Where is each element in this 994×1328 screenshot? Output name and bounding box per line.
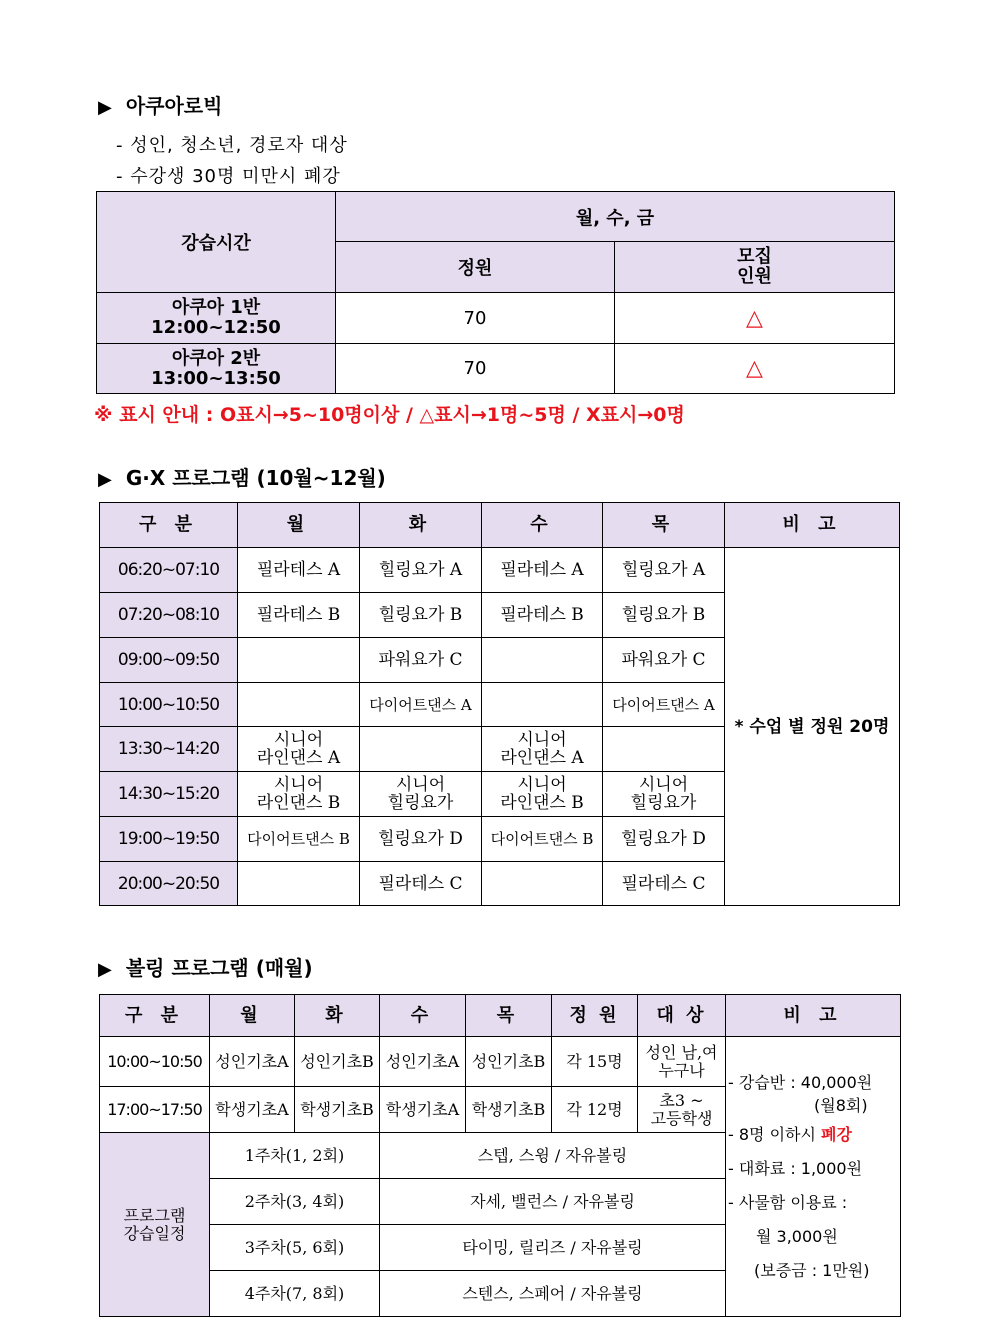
gx-time-cell: 07:20~08:10 <box>100 593 238 638</box>
triangle-right-icon: ▶ <box>98 959 112 980</box>
bowling-content-cell: 스텐스, 스페어 / 자유볼링 <box>380 1271 726 1317</box>
gx-class-cell <box>482 683 603 727</box>
bowling-content-cell: 타이밍, 릴리즈 / 자유볼링 <box>380 1225 726 1271</box>
gx-class-cell: 파워요가 C <box>603 638 725 683</box>
bowling-class-cell: 성인기초B <box>466 1037 552 1087</box>
bowling-time-cell: 10:00~10:50 <box>100 1037 210 1087</box>
aqua-table <box>96 191 895 394</box>
gx-class-cell: 힐링요가 A <box>360 548 482 593</box>
gx-class-cell: 필라테스 A <box>238 548 360 593</box>
bowling-capacity-cell: 각 15명 <box>552 1037 638 1087</box>
table-row <box>97 293 895 344</box>
gx-class-cell <box>360 727 482 772</box>
bowling-note-fee-sub: (월8회) <box>814 1095 868 1115</box>
bowling-class-cell: 성인기초A <box>210 1037 295 1087</box>
bowling-class-cell: 학생기초A <box>210 1087 295 1133</box>
gx-class-cell <box>482 638 603 683</box>
gx-header-thu: 목 <box>603 503 725 548</box>
aqua-class-cell: 아쿠아 1반 12:00~12:50 <box>97 293 336 344</box>
bowling-header-target: 대 상 <box>638 995 726 1037</box>
gx-class-cell: 힐링요가 B <box>360 593 482 638</box>
bowling-schedule-label: 프로그램 강습일정 <box>100 1133 210 1317</box>
gx-time-cell: 13:30~14:20 <box>100 727 238 772</box>
gx-class-cell: 다이어트댄스 B <box>482 817 603 862</box>
gx-class-cell: 필라테스 B <box>482 593 603 638</box>
gx-time-cell: 20:00~20:50 <box>100 862 238 906</box>
bowling-class-cell: 학생기초A <box>380 1087 466 1133</box>
gx-time-cell: 14:30~15:20 <box>100 772 238 817</box>
gx-class-cell: 힐링요가 B <box>603 593 725 638</box>
gx-header-wed: 수 <box>482 503 603 548</box>
table-row <box>100 1037 901 1087</box>
bowling-time-cell: 17:00~17:50 <box>100 1087 210 1133</box>
gx-time-cell: 06:20~07:10 <box>100 548 238 593</box>
table-row <box>100 548 900 593</box>
bowling-header-mon: 월 <box>210 995 295 1037</box>
gx-class-cell: 필라테스 C <box>360 862 482 906</box>
gx-class-cell: 힐링요가 D <box>360 817 482 862</box>
gx-class-cell: 시니어 라인댄스 A <box>238 727 360 772</box>
bowling-header-capacity: 정 원 <box>552 995 638 1037</box>
gx-header-tue: 화 <box>360 503 482 548</box>
gx-class-cell <box>238 683 360 727</box>
gx-table <box>99 502 900 906</box>
gx-header-note: 비 고 <box>725 503 900 548</box>
bowling-week-cell: 2주차(3, 4회) <box>210 1179 380 1225</box>
gx-class-cell: 파워요가 C <box>360 638 482 683</box>
bowling-note-close: - 8명 이하시 폐강 <box>728 1124 852 1144</box>
bowling-note-fee: - 강습반 : 40,000원 <box>728 1072 873 1092</box>
bowling-table <box>99 994 901 1317</box>
gx-time-cell: 19:00~19:50 <box>100 817 238 862</box>
gx-class-cell: 시니어 라인댄스 B <box>238 772 360 817</box>
bowling-note-cell <box>726 1037 901 1317</box>
bowling-header-category: 구 분 <box>100 995 210 1037</box>
aqua-recruit-cell: △ <box>615 344 895 394</box>
bowling-header-wed: 수 <box>380 995 466 1037</box>
bowling-week-cell: 3주차(5, 6회) <box>210 1225 380 1271</box>
bowling-header-tue: 화 <box>295 995 380 1037</box>
gx-class-cell: 다이어트댄스 A <box>360 683 482 727</box>
aqua-header-recruit: 모집 인원 <box>615 242 895 293</box>
gx-class-cell: 필라테스 C <box>603 862 725 906</box>
gx-class-cell: 다이어트댄스 A <box>603 683 725 727</box>
bowling-target-cell: 초3 ~ 고등학생 <box>638 1087 726 1133</box>
bowling-target-cell: 성인 남,여 누구나 <box>638 1037 726 1087</box>
gx-class-cell: 시니어 라인댄스 B <box>482 772 603 817</box>
gx-class-cell <box>603 727 725 772</box>
aqua-notice: ※ 표시 안내 : O표시→5~10명이상 / △표시→1명~5명 / X표시→0명 <box>94 404 685 426</box>
bowling-note-locker: - 사물함 이용료 : <box>728 1192 848 1212</box>
bowling-section-title: ▶ 볼링 프로그램 (매월) <box>98 956 313 980</box>
gx-header-mon: 월 <box>238 503 360 548</box>
bowling-header-thu: 목 <box>466 995 552 1037</box>
bowling-class-cell: 학생기초B <box>295 1087 380 1133</box>
gx-header-category: 구 분 <box>100 503 238 548</box>
gx-class-cell: 필라테스 B <box>238 593 360 638</box>
table-row <box>97 344 895 394</box>
bowling-content-cell: 스텝, 스윙 / 자유볼링 <box>380 1133 726 1179</box>
aqua-capacity-cell: 70 <box>336 344 615 394</box>
aqua-header-days: 월, 수, 금 <box>336 192 895 242</box>
gx-class-cell <box>238 638 360 683</box>
aqua-header-capacity: 정원 <box>336 242 615 293</box>
bowling-class-cell: 성인기초A <box>380 1037 466 1087</box>
gx-class-cell: 필라테스 A <box>482 548 603 593</box>
aqua-bullet-2: - 수강생 30명 미만시 폐강 <box>116 166 341 187</box>
bowling-class-cell: 성인기초B <box>295 1037 380 1087</box>
aqua-header-time: 강습시간 <box>97 192 336 293</box>
gx-class-cell: 힐링요가 A <box>603 548 725 593</box>
triangle-right-icon: ▶ <box>98 97 112 118</box>
triangle-right-icon: ▶ <box>98 469 112 490</box>
gx-time-cell: 10:00~10:50 <box>100 683 238 727</box>
bowling-header-note: 비 고 <box>726 995 901 1037</box>
gx-time-cell: 09:00~09:50 <box>100 638 238 683</box>
aqua-recruit-cell: △ <box>615 293 895 344</box>
gx-class-cell: 시니어 힐링요가 <box>360 772 482 817</box>
bowling-note-shoe: - 대화료 : 1,000원 <box>728 1158 863 1178</box>
bowling-content-cell: 자세, 밸런스 / 자유볼링 <box>380 1179 726 1225</box>
gx-class-cell: 다이어트댄스 B <box>238 817 360 862</box>
bowling-capacity-cell: 각 12명 <box>552 1087 638 1133</box>
aqua-section-title: ▶ 아쿠아로빅 <box>98 94 223 118</box>
bowling-note-locker-fee: 월 3,000원 <box>756 1226 838 1246</box>
aqua-class-cell: 아쿠아 2반 13:00~13:50 <box>97 344 336 394</box>
aqua-bullet-1: - 성인, 청소년, 경로자 대상 <box>116 135 348 156</box>
bowling-note-deposit: (보증금 : 1만원) <box>754 1260 870 1280</box>
gx-note-cell: * 수업 별 정원 20명 <box>725 548 900 906</box>
gx-class-cell: 힐링요가 D <box>603 817 725 862</box>
gx-class-cell <box>238 862 360 906</box>
bowling-class-cell: 학생기초B <box>466 1087 552 1133</box>
gx-section-title: ▶ G·X 프로그램 (10월~12월) <box>98 466 386 490</box>
gx-class-cell: 시니어 힐링요가 <box>603 772 725 817</box>
bowling-week-cell: 1주차(1, 2회) <box>210 1133 380 1179</box>
gx-class-cell: 시니어 라인댄스 A <box>482 727 603 772</box>
bowling-week-cell: 4주차(7, 8회) <box>210 1271 380 1317</box>
aqua-capacity-cell: 70 <box>336 293 615 344</box>
gx-class-cell <box>482 862 603 906</box>
